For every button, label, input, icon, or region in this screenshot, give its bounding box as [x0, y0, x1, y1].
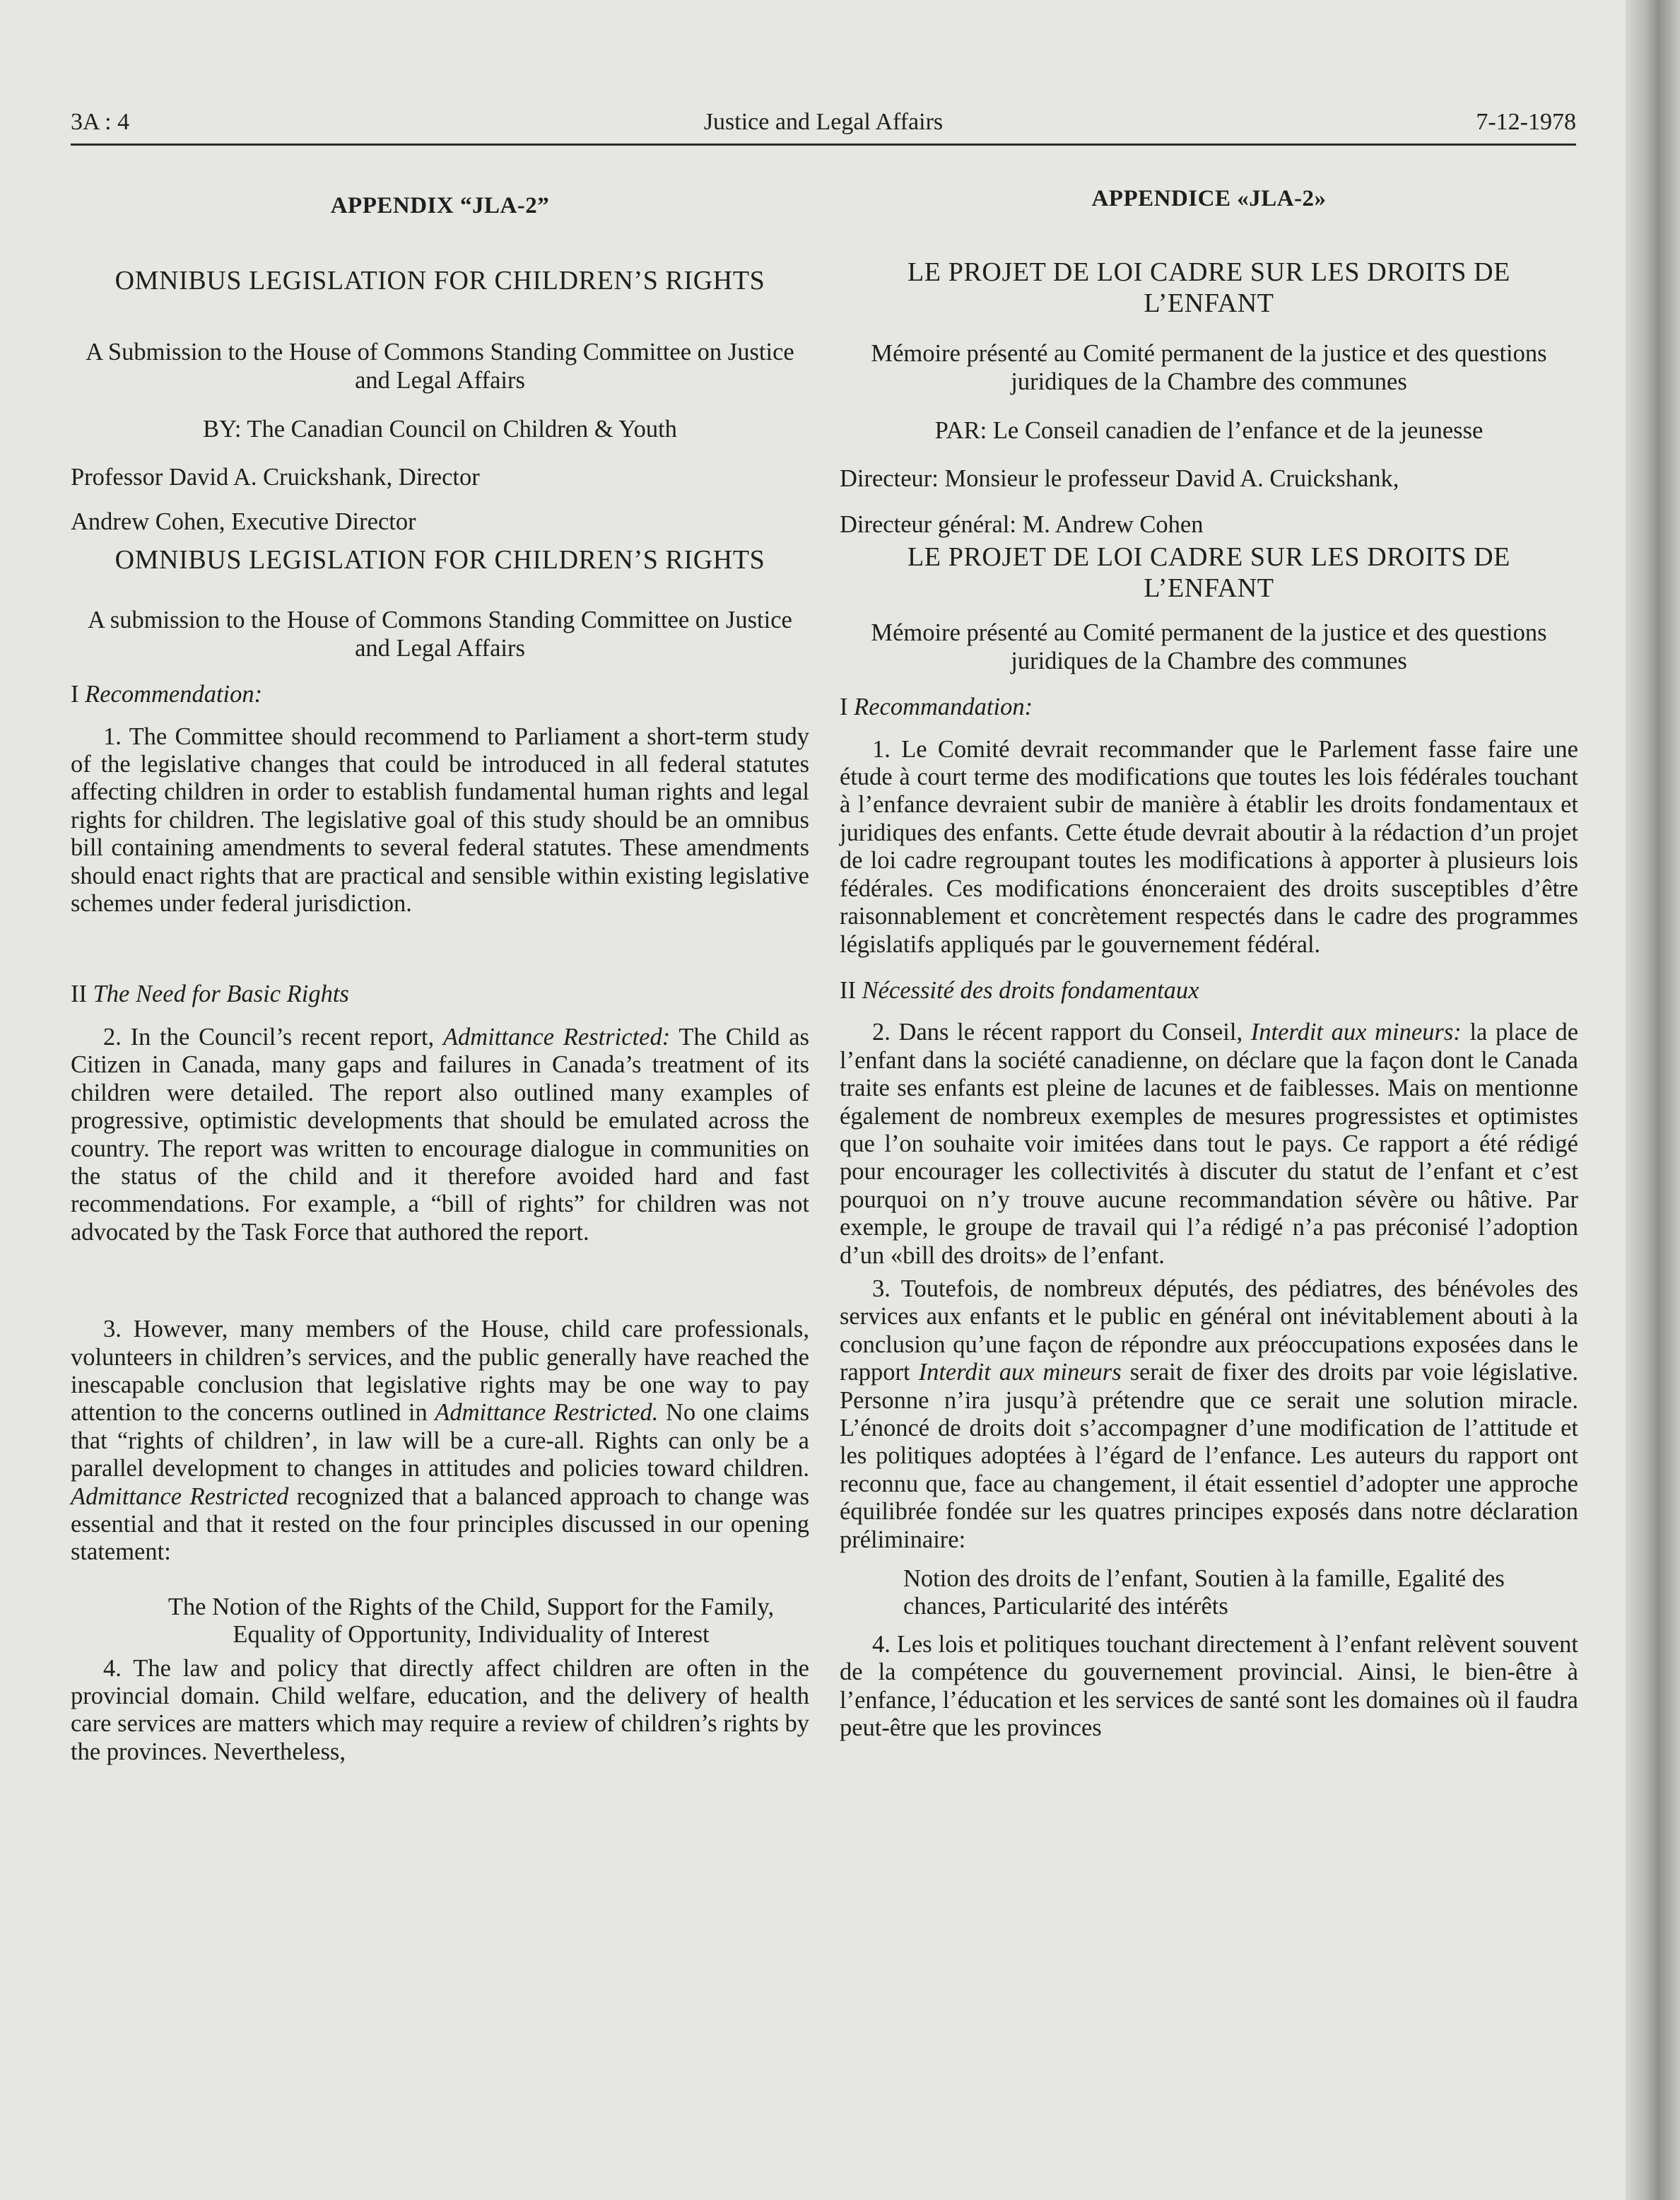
omnibus-heading-repeat: LE PROJET DE LOI CADRE SUR LES DROITS DE L’ENFANT [907, 542, 1510, 604]
appendix-title: APPENDICE «JLA-2» [1091, 186, 1327, 211]
section-title: Nécessité des droits fondamentaux [862, 976, 1199, 1004]
report-title: Admittance Restricted: [442, 1023, 671, 1051]
page-binding-edge [1626, 0, 1680, 2200]
submission-note-repeat: A submission to the House of Commons Standing Committee on Justice and Legal Affairs [88, 607, 792, 662]
paragraph-1: 1. The Committee should recommend to Parliament a short-term study of the legislative changes that could be introduced in all federal statutes affecting children in order to establish fundamental human rights and legal rights for children. The legislative goal of this study should be an omnibus bill containing amendments to several federal statutes. These amendments should enact rights that are practical and sensible within existing legislative schemes under federal jurisdiction. [71, 722, 809, 918]
french-column [840, 177, 1578, 1742]
principles-quote: Notion des droits de l’enfant, Soutien à la famille, Egalité des chances, Particularité des intérêts [903, 1565, 1505, 1620]
paragraph-3: 3. Toutefois, de nombreux députés, des pédiatres, des bénévoles des services aux enfants et le public en général ont inévitablement abouti à la conclusion qu’une façon de répondre aux préoccupations exposées dans le rapport Interdit aux mineurs serait de fixer des droits par voie législative. Personne n’ira jusqu’à prétendre que ce serait une solution miracle. L’énoncé de droits doit s’accompagner d’une modification de l’attitude et les politiques adoptées à l’égard de l’enfance. Les auteurs du rapport ont reconnu que, face au changement, il était essentiel d’adopter une approche équilibrée fondée sur les quatres principes exposés dans notre déclaration préliminaire: [840, 1275, 1579, 1553]
section-number: I [71, 681, 79, 708]
section-number: II [840, 976, 856, 1004]
director-line: Professor David A. Cruickshank, Director [71, 463, 480, 491]
english-column [71, 177, 809, 1766]
report-title: Interdit aux mineurs [918, 1359, 1122, 1386]
executive-director-line: Andrew Cohen, Executive Director [71, 508, 416, 536]
paragraph-2: 2. In the Council’s recent report, Admittance Restricted: The Child as Citizen in Canada, many gaps and failures in Canada’s treatment of its children were detailed. The report also outlined many examples of progressive, optimistic developments that should be emulated across the country. The report was written to encourage dialogue in communities on the status of the child and it therefore avoided hard and fast recommendations. For example, a “bill of rights” for children was not advocated by the Task Force that authored the report. [71, 1023, 809, 1246]
running-title: Justice and Legal Affairs [703, 109, 944, 135]
omnibus-heading: OMNIBUS LEGISLATION FOR CHILDREN’S RIGHTS [114, 266, 765, 296]
omnibus-heading-repeat: OMNIBUS LEGISLATION FOR CHILDREN’S RIGHTS [114, 545, 765, 575]
submission-note: Mémoire présenté au Comité permanent de la justice et des questions juridiques de la Chambre des communes [871, 340, 1547, 395]
paragraph-1: 1. Le Comité devrait recommander que le Parlement fasse faire une étude à court terme des modifications que toutes les lois fédérales touchant à l’enfance devraient subir de manière à établir les droits fondamentaux et juridiques des enfants. Cette étude devrait aboutir à la rédaction d’un projet de loi cadre regroupant toutes les modifications à apporter à plusieurs lois fédérales. Ces modifications énonceraient des droits susceptibles d’être raisonnablement et concrètement respectés dans le cadre des programmes législatifs appliqués par le gouvernement fédéral. [840, 735, 1578, 958]
paragraph-3: 3. However, many members of the House, child care professionals, volunteers in children’s services, and the public generally have reached the inescapable conclusion that legislative rights may be one way to pay attention to the concerns outlined in Admittance Restricted. No one claims that “rights of children’, in law will be a cure-all. Rights can only be a parallel development to changes in attitudes and policies toward children. Admittance Restricted recognized that a balanced approach to change was essential and that it rested on the four principles discussed in our opening statement: [71, 1316, 810, 1566]
by-line: PAR: Le Conseil canadien de l’enfance et de la jeunesse [934, 417, 1484, 445]
section-title: Recommandation: [854, 694, 1033, 721]
paragraph-2: 2. Dans le récent rapport du Conseil, Interdit aux mineurs: la place de l’enfant dans la société canadienne, on déclare que la façon dont le Canada traite ses enfants est pleine de lacunes et de faiblesses. Mais on mentionne également de nombreux exemples de mesures progressistes et optimistes que l’on souhaite voir imitées dans tout le pays. Ce rapport a été rédigé pour encourager les collectivités à discuter du statut de l’enfant et c’est pourquoi on n’y trouve aucune recommandation sévère ou hâtive. Par exemple, le groupe de travail qui l’a rédigé n’a pas préconisé l’adoption d’un «bill des droits» de l’enfant. [840, 1019, 1579, 1269]
report-title: Admittance Restricted [71, 1482, 289, 1510]
by-line: BY: The Canadian Council on Children & Youth [203, 416, 677, 443]
omnibus-heading: LE PROJET DE LOI CADRE SUR LES DROITS DE L’ENFANT [907, 257, 1510, 319]
section-heading-need [71, 981, 809, 1008]
header-rule [71, 144, 1576, 146]
section-heading-recommendation [840, 694, 1578, 721]
page-number: 3A : 4 [71, 109, 130, 135]
section-title: The Need for Basic Rights [93, 980, 349, 1007]
director-line: Directeur: Monsieur le professeur David A. Cruickshank, [840, 464, 1399, 492]
section-heading-need [840, 977, 1578, 1005]
paragraph-4: 4. The law and policy that directly affect children are often in the provincial domain. Child welfare, education, and the delivery of health care services are matters which may require a review of children’s rights by the provinces. Nevertheless, [71, 1654, 809, 1765]
header-date: 7-12-1978 [1476, 109, 1576, 135]
submission-note-repeat: Mémoire présenté au Comité permanent de la justice et des questions juridiques de la Chambre des communes [871, 619, 1547, 674]
paragraph-4: 4. Les lois et politiques touchant directement à l’enfant relèvent souvent de la compétence du gouvernement provincial. Ainsi, le bien-être à l’enfance, l’éducation et les services de santé sont les domaines où il faudra peut-être que les provinces [840, 1630, 1578, 1742]
report-title: Interdit aux mineurs: [1250, 1019, 1462, 1046]
section-number: II [71, 980, 87, 1007]
executive-director-line: Directeur général: M. Andrew Cohen [840, 511, 1204, 539]
running-header [71, 106, 1576, 148]
submission-note: A Submission to the House of Commons Standing Committee on Justice and Legal Affairs [86, 339, 794, 394]
principles-quote: The Notion of the Rights of the Child, Support for the Family, Equality of Opportunity, Individuality of Interest [168, 1593, 775, 1649]
appendix-title: APPENDIX “JLA-2” [330, 193, 550, 218]
section-number: I [840, 694, 848, 721]
section-title: Recommendation: [85, 681, 263, 708]
section-heading-recommendation [71, 681, 809, 708]
report-title: Admittance Restricted. [435, 1399, 659, 1427]
